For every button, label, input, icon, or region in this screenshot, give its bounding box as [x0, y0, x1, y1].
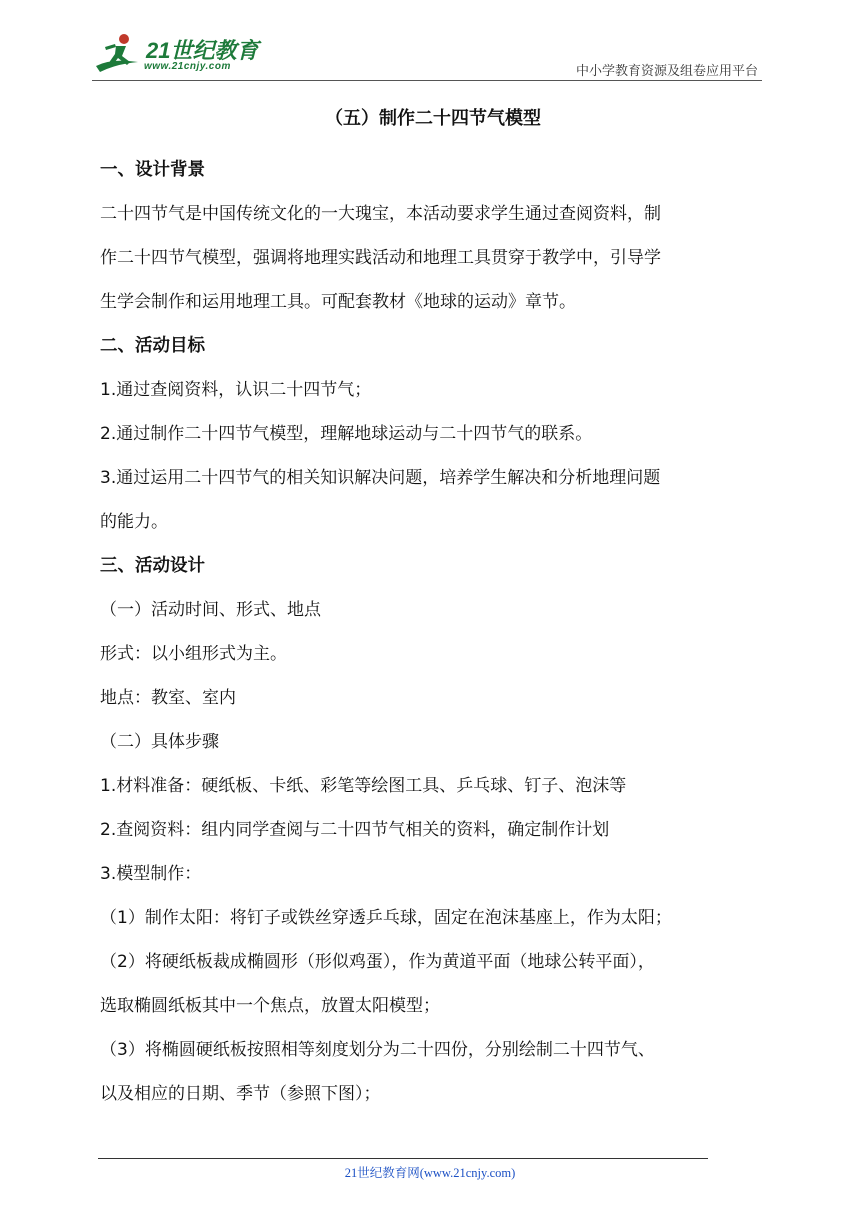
section-heading-design: 三、活动设计 [100, 556, 205, 576]
subheading-time-form-place: （一）活动时间、形式、地点 [100, 600, 321, 620]
goal-item-3-line-2: 的能力。 [100, 512, 168, 532]
section-heading-background: 一、设计背景 [100, 160, 205, 180]
place-line: 地点：教室、室内 [100, 688, 236, 708]
goal-item-2: 2.通过制作二十四节气模型，理解地球运动与二十四节气的联系。 [100, 424, 593, 444]
page-header [92, 28, 762, 82]
logo-url: www.21cnjy.com [144, 61, 231, 72]
step-2: 2.查阅资料：组内同学查阅与二十四节气相关的资料，确定制作计划 [100, 820, 610, 840]
goal-item-3-line-1: 3.通过运用二十四节气的相关知识解决问题，培养学生解决和分析地理问题 [100, 468, 661, 488]
background-line-3: 生学会制作和运用地理工具。可配套教材《地球的运动》章节。 [100, 292, 576, 312]
model-item-2-line-1: （2）将硬纸板裁成椭圆形（形似鸡蛋），作为黄道平面（地球公转平面）， [100, 952, 655, 972]
section-heading-goals: 二、活动目标 [100, 336, 205, 356]
form-line: 形式：以小组形式为主。 [100, 644, 287, 664]
header-divider [92, 80, 762, 81]
step-1: 1.材料准备：硬纸板、卡纸、彩笔等绘图工具、乒乓球、钉子、泡沫等 [100, 776, 627, 796]
background-line-1: 二十四节气是中国传统文化的一大瑰宝，本活动要求学生通过查阅资料，制 [100, 204, 661, 224]
document-title: （五）制作二十四节气模型 [325, 108, 541, 129]
goal-item-1: 1.通过查阅资料，认识二十四节气； [100, 380, 372, 400]
document-body [100, 100, 766, 1105]
subheading-steps: （二）具体步骤 [100, 732, 219, 752]
background-line-2: 作二十四节气模型，强调将地理实践活动和地理工具贯穿于教学中，引导学 [100, 248, 661, 268]
model-item-2-line-2: 选取椭圆纸板其中一个焦点，放置太阳模型； [100, 996, 440, 1016]
step-3: 3.模型制作： [100, 864, 202, 884]
model-item-3-line-1: （3）将椭圆硬纸板按照相等刻度划分为二十四份，分别绘制二十四节气、 [100, 1040, 655, 1060]
logo-name: 21世纪教育 [146, 38, 259, 63]
platform-name: 中小学教育资源及组卷应用平台 [575, 63, 758, 78]
footer-divider [98, 1158, 708, 1159]
site-logo[interactable] [92, 28, 267, 80]
footer-link[interactable]: 21世纪教育网(www.21cnjy.com) [344, 1166, 516, 1180]
model-item-1: （1）制作太阳：将钉子或铁丝穿透乒乓球，固定在泡沫基座上，作为太阳； [100, 908, 672, 928]
model-item-3-line-2: 以及相应的日期、季节（参照下图）； [100, 1084, 381, 1104]
runner-logo-icon [94, 32, 144, 76]
